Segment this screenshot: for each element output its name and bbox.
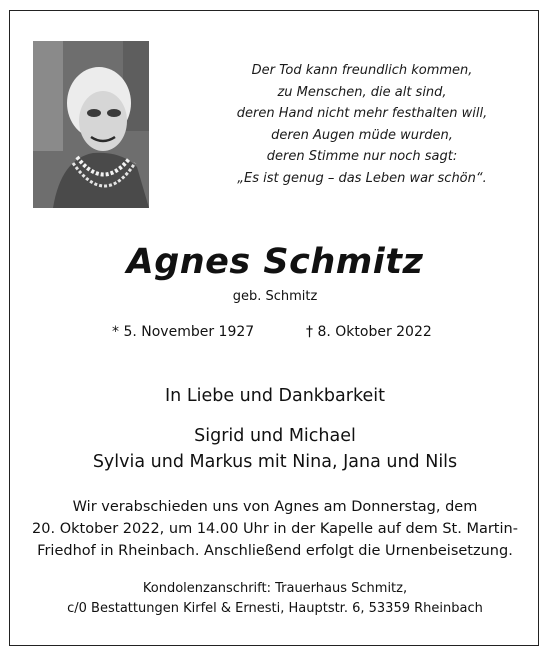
poem-line: zu Menschen, die alt sind, — [277, 84, 447, 100]
service-line: 20. Oktober 2022, um 14.00 Uhr in der Kapelle auf dem St. Martin- — [32, 521, 518, 537]
service-line: Wir verabschieden uns von Agnes am Donnerstag, dem — [72, 499, 478, 515]
address-line: Kondolenzanschrift: Trauerhaus Schmitz, — [142, 581, 408, 596]
mourners-intro: In Liebe und Dankbarkeit — [165, 386, 385, 406]
portrait-illustration — [33, 41, 149, 208]
mourner-line: Sigrid und Michael — [194, 426, 356, 446]
portrait-photo — [33, 41, 149, 208]
poem-line: Der Tod kann freundlich kommen, — [251, 63, 473, 78]
address-line: c/0 Bestattungen Kirfel & Ernesti, Hauptstr. 6, 53359 Rheinbach — [67, 601, 483, 616]
mourner-line: Sylvia und Markus mit Nina, Jana und Nils — [92, 452, 458, 472]
death-date: † 8. Oktober 2022 — [306, 324, 432, 340]
poem-line: deren Hand nicht mehr festhalten will, — [236, 106, 488, 121]
deceased-name: Agnes Schmitz — [126, 242, 424, 282]
maiden-name: geb. Schmitz — [232, 289, 318, 304]
service-line: Friedhof in Rheinbach. Anschließend erfolgt die Urnenbeisetzung. — [37, 543, 513, 559]
mourners-list — [0, 423, 550, 475]
poem-line: deren Stimme nur noch sagt: — [266, 149, 458, 164]
service-info — [0, 496, 550, 562]
birth-date: * 5. November 1927 — [112, 324, 255, 340]
condolence-address — [0, 579, 550, 619]
poem-line: „Es ist genug – das Leben war schön“. — [237, 170, 487, 186]
poem — [200, 60, 524, 189]
poem-line: deren Augen müde wurden, — [271, 127, 453, 143]
